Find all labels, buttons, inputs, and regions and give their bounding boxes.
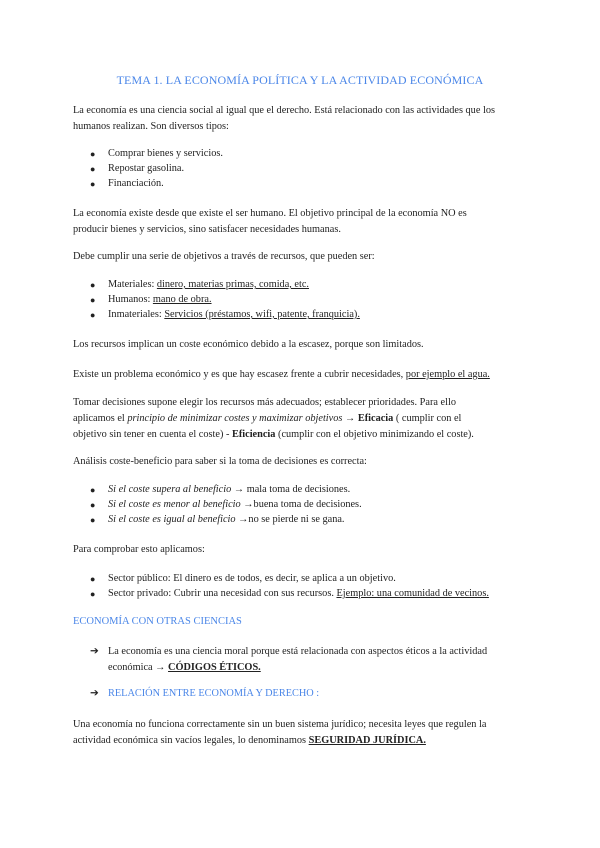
- bullet-dot-icon: ●: [90, 149, 96, 159]
- tipos-list: [90, 146, 223, 191]
- analisis-paragraph: Análisis coste-beneficio para saber si la toma de decisiones es correcta:: [73, 456, 367, 467]
- list-item: ● Humanos: mano de obra.: [90, 292, 360, 307]
- intro-paragraph: [73, 103, 533, 135]
- coste-paragraph: Los recursos implican un coste económico debido a la escasez, porque son limitados.: [73, 339, 424, 350]
- bullet-dot-icon: ●: [90, 179, 96, 189]
- comprobar-paragraph: Para comprobar esto aplicamos:: [73, 544, 205, 555]
- objetivos-intro: Debe cumplir una serie de objetivos a través de recursos, que pueden ser:: [73, 251, 375, 262]
- page-title: TEMA 1. LA ECONOMÍA POLÍTICA Y LA ACTIVIDAD ECONÓMICA: [116, 73, 484, 87]
- list-item: ● Inmateriales: Servicios (préstamos, wifi, patente, franquicia).: [90, 307, 360, 322]
- bullet-dot-icon: ●: [90, 310, 96, 320]
- bullet-dot-icon: ●: [90, 515, 96, 525]
- list-item: ● Financiación.: [90, 176, 223, 191]
- sectores-list: [90, 571, 489, 601]
- problema-paragraph: Existe un problema económico y es que hay escasez frente a cubrir necesidades, por ejemplo el agua.: [73, 369, 490, 380]
- list-item: ● Sector privado: Cubrir una necesidad con sus recursos. Ejemplo: una comunidad de vecinos.: [90, 586, 489, 601]
- arrow-right-icon: ➔: [90, 688, 99, 699]
- list-item: ● Si el coste es igual al beneficio →no se pierde ni se gana.: [90, 512, 362, 527]
- casos-list: [90, 482, 362, 527]
- bullet-dot-icon: ●: [90, 589, 96, 599]
- bullet-dot-icon: ●: [90, 485, 96, 495]
- list-item: ● Repostar gasolina.: [90, 161, 223, 176]
- bullet-dot-icon: ●: [90, 500, 96, 510]
- recursos-list: [90, 277, 360, 322]
- bullet-dot-icon: ●: [90, 574, 96, 584]
- bullet-dot-icon: ●: [90, 295, 96, 305]
- existe-paragraph: La economía existe desde que existe el ser humano. El objetivo principal de la economía NO es producir bienes y servicios, sino satisfacer necesidades humanas.: [73, 208, 467, 235]
- section-heading-otras-ciencias: ECONOMÍA CON OTRAS CIENCIAS: [73, 616, 242, 627]
- list-item: ● Sector público: El dinero es de todos, es decir, se aplica a un objetivo.: [90, 571, 489, 586]
- arrow-right-icon: →: [342, 413, 358, 424]
- moral-item: ➔ La economía es una ciencia moral porque está relacionada con aspectos éticos a la actividad económica → CÓDIGOS ÉTICOS.: [90, 646, 488, 673]
- list-item: ● Comprar bienes y servicios.: [90, 146, 223, 161]
- relacion-heading: ➔ RELACIÓN ENTRE ECONOMÍA Y DERECHO :: [90, 686, 530, 702]
- bullet-dot-icon: ●: [90, 164, 96, 174]
- intro-line-2: humanos realizan. Son diversos tipos:: [73, 121, 229, 132]
- list-item: ● Materiales: dinero, materias primas, comida, etc.: [90, 277, 360, 292]
- final-paragraph: Una economía no funciona correctamente sin un buen sistema jurídico; necesita leyes que regulen la actividad económica sin vacíos legales, lo denominamos SEGURIDAD JURÍDICA.: [73, 719, 487, 746]
- list-item: ● Si el coste supera al beneficio → mala toma de decisiones.: [90, 482, 362, 497]
- decisiones-paragraph: Tomar decisiones supone elegir los recursos más adecuados; establecer prioridades. Para ello aplicamos el principio de minimizar costes y maximizar objetivos → Eficacia ( cumplir con el objetivo sin tener en cuenta el coste) - Eficiencia (cumplir con el objetivo minimizando el coste).: [73, 397, 474, 440]
- arrow-right-icon: ➔: [90, 646, 99, 657]
- bullet-dot-icon: ●: [90, 280, 96, 290]
- list-item: ● Si el coste es menor al beneficio →buena toma de decisiones.: [90, 497, 362, 512]
- intro-line-1: La economía es una ciencia social al igual que el derecho. Está relacionado con las actividades que los: [73, 105, 495, 116]
